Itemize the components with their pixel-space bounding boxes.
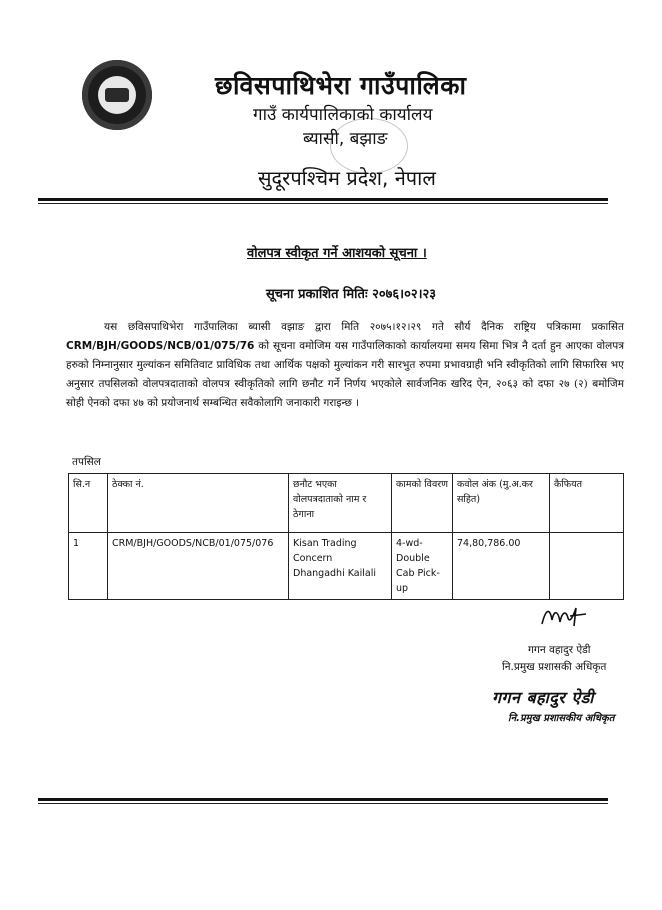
serial-cell: 1: [69, 533, 108, 600]
header-divider-thin: [38, 203, 608, 204]
published-label: सूचना प्रकाशित मितिः: [266, 287, 368, 302]
handwritten-signature: [540, 604, 588, 630]
header-divider: [38, 198, 608, 201]
notice-title: वोलपत्र स्वीकृत गर्ने आशयको सूचना ।: [247, 246, 427, 261]
published-date: २०७६।०२।२३: [372, 287, 437, 302]
body-part-1: यस छविसपाथिभेरा गाउँपालिका ब्यासी वझाङ द्वारा मिति २०७५।१२।२९ गते सौर्य दैनिक राष्ट्रिय पत्रिकामा प्रकासित: [104, 321, 624, 333]
body-part-2: को सूचना वमोजिम यस गाउँपालिकाको कार्यालयमा समय सिमा भित्र नै दर्ता हुन आएका वोलपत्र हरुको निम्नानुसार मुल्यांकन समितिवाट प्राविधिक तथा आर्थिक पक्षको मुल्यांकन गरी सारभुत रुपमा प्रभावग्राही भनि स्वीकृतिको लागि सिफारिस भए अनुसार तपसिलको वोलपत्रदाताको वोलपत्र स्वीकृतिको लागि छनौट गर्ने निर्णय भएकोले सार्वजनिक खरिद ऐन, २०६३ को दफा २७ (२) बमोजिम सोही ऐनको दफा ४७ को प्रयोजनार्थ सम्बन्धित सवैकोलागि जनाकारी गराइन्छ ।: [66, 340, 624, 409]
name-stamp: गगन बहादुर ऐडी: [492, 688, 594, 707]
work-cell: 4-wd-Double Cab Pick-up: [392, 533, 453, 600]
col-remarks-header: कैफियत: [550, 474, 624, 533]
published-date-line: [266, 284, 436, 302]
award-table: [68, 473, 624, 600]
col-work-header: कामको विवरण: [392, 474, 453, 533]
contract-cell: CRM/BJH/GOODS/NCB/01/075/076: [108, 533, 289, 600]
footer-divider: [38, 798, 608, 801]
nepal-government-emblem-icon: [82, 60, 152, 130]
office-name: गाउँ कार्यपालिकाको कार्यालय: [253, 105, 433, 125]
office-address: ब्यासी, बझाङ: [303, 129, 388, 149]
bidder-cell: Kisan Trading Concern Dhangadhi Kailali: [289, 533, 392, 600]
remarks-cell: [550, 533, 624, 600]
signer-title: नि.प्रमुख प्रशासकी अधिकृत: [502, 661, 607, 673]
province-country: सुदूरपश्चिम प्रदेश, नेपाल: [258, 166, 436, 190]
title-stamp: नि.प्रमुख प्रशासकीय अधिकृत: [508, 713, 615, 724]
table-row: [69, 533, 624, 600]
col-bidder-header: छनौट भएका वोलपत्रदाताको नाम र ठेगाना: [289, 474, 392, 533]
col-amount-header: कवोल अंक (मु.अ.कर सहित): [453, 474, 550, 533]
notice-body: [66, 318, 624, 413]
signer-name: गगन वहादुर ऐडी: [528, 644, 591, 656]
org-name: छविसपाथिभेरा गाउँपालिका: [215, 71, 467, 100]
body-reference: CRM/BJH/GOODS/NCB/01/075/76: [66, 340, 255, 352]
col-serial-header: सि.न: [69, 474, 108, 533]
schedule-label: तपसिल: [72, 456, 101, 468]
table-header-row: [69, 474, 624, 533]
col-contract-header: ठेक्का नं.: [108, 474, 289, 533]
footer-divider-thin: [38, 803, 608, 804]
amount-cell: 74,80,786.00: [453, 533, 550, 600]
